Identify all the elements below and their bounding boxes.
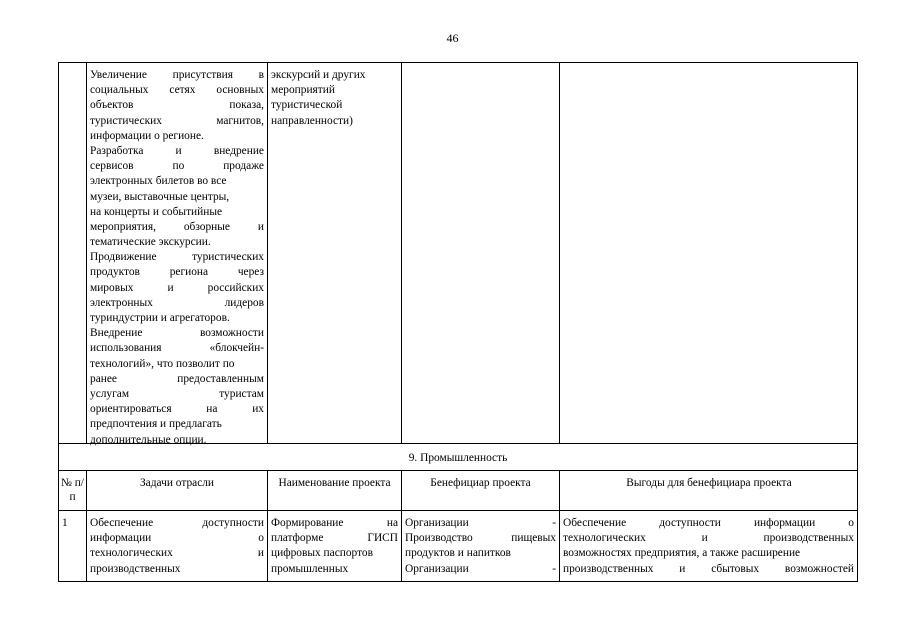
row1-project-word: ГИСП bbox=[367, 532, 398, 545]
upper-tasks-word: мировых bbox=[90, 281, 134, 294]
upper-tasks-line bbox=[90, 159, 264, 174]
row1-tasks-line bbox=[90, 516, 264, 531]
row1-beneficiary-word: продуктов и напитков bbox=[405, 547, 511, 560]
upper-tasks-word: через bbox=[237, 266, 264, 279]
upper-tasks-word: ранее bbox=[90, 372, 117, 385]
upper-tasks-line bbox=[90, 281, 264, 296]
row1-project-word: платформе bbox=[271, 532, 324, 545]
upper-tasks-line bbox=[90, 190, 264, 205]
row1-benefits-line bbox=[563, 546, 854, 561]
upper-tasks-word: лидеров bbox=[224, 296, 264, 309]
row1-project-line bbox=[271, 516, 398, 531]
upper-tasks-line bbox=[90, 387, 264, 402]
upper-project-cell bbox=[271, 68, 397, 129]
upper-tasks-word: основных bbox=[216, 84, 264, 97]
upper-tasks-word: туристам bbox=[219, 387, 264, 400]
upper-project-word: направленности) bbox=[271, 114, 353, 127]
upper-tasks-word: технологий», что позволит по bbox=[90, 357, 235, 370]
upper-tasks-word: объектов bbox=[90, 99, 134, 112]
upper-tasks-line bbox=[90, 296, 264, 311]
upper-project-line bbox=[271, 83, 397, 98]
upper-tasks-word: показа, bbox=[229, 99, 264, 112]
row1-beneficiary-line bbox=[405, 516, 556, 531]
upper-tasks-word: магнитов, bbox=[216, 114, 264, 127]
row1-beneficiary-word: Организации bbox=[405, 562, 469, 575]
upper-tasks-line bbox=[90, 114, 264, 129]
upper-tasks-line bbox=[90, 326, 264, 341]
upper-tasks-line bbox=[90, 205, 264, 220]
row1-benefits-word: производственных bbox=[763, 532, 854, 545]
row1-benefits-word: сбытовых bbox=[711, 562, 760, 575]
upper-tasks-line bbox=[90, 235, 264, 250]
upper-tasks-line bbox=[90, 250, 264, 265]
upper-tasks-word: и bbox=[167, 281, 174, 294]
row1-benefits-word: возможностях предприятия, а также расширение bbox=[563, 547, 801, 560]
upper-tasks-word: использования bbox=[90, 342, 162, 355]
upper-tasks-line bbox=[90, 311, 264, 326]
upper-tasks-line bbox=[90, 98, 264, 113]
upper-tasks-line bbox=[90, 417, 264, 432]
upper-tasks-word: электронных билетов во все bbox=[90, 175, 227, 188]
row1-project-word: Формирование bbox=[271, 517, 344, 529]
row1-beneficiary-word: Производство bbox=[405, 532, 473, 545]
upper-tasks-word: и bbox=[175, 144, 182, 157]
row1-benefits-word: технологических bbox=[563, 532, 646, 545]
upper-project-word: мероприятий bbox=[271, 84, 335, 97]
upper-project-word: туристической bbox=[271, 99, 343, 112]
row1-benefits-word: и bbox=[679, 562, 686, 575]
upper-tasks-word: мероприятия, bbox=[90, 220, 156, 233]
upper-tasks-word: сетях bbox=[169, 84, 196, 97]
row1-project-line bbox=[271, 531, 398, 546]
upper-tasks-word: Разработка bbox=[90, 144, 144, 157]
upper-tasks-line bbox=[90, 357, 264, 372]
row1-benefits-word: и bbox=[701, 532, 708, 545]
row1-project-line bbox=[271, 562, 398, 577]
upper-tasks-word: по bbox=[172, 160, 185, 173]
upper-tasks-word: социальных bbox=[90, 84, 149, 97]
row1-project-word: цифровых паспортов bbox=[271, 547, 373, 560]
col-divider-beneficiary bbox=[559, 62, 560, 443]
row1-benefits-cell bbox=[563, 516, 854, 577]
upper-tasks-word: сервисов bbox=[90, 160, 134, 173]
row1-benefits-word: производственных bbox=[563, 562, 654, 575]
upper-tasks-line bbox=[90, 372, 264, 387]
row1-project-word: на bbox=[386, 517, 398, 529]
upper-tasks-word: Внедрение bbox=[90, 327, 143, 340]
row1-tasks-line bbox=[90, 546, 264, 561]
upper-tasks-word: на концерты и событийные bbox=[90, 205, 223, 218]
row1-tasks-line bbox=[90, 562, 264, 577]
upper-tasks-word: электронных bbox=[90, 296, 153, 309]
upper-tasks-word: музеи, выставочные центры, bbox=[90, 190, 230, 203]
upper-tasks-line bbox=[90, 174, 264, 189]
row1-benefits-line bbox=[563, 516, 854, 531]
row1-benefits-word: возможностей bbox=[784, 562, 854, 575]
upper-tasks-word: ориентироваться bbox=[90, 403, 172, 416]
upper-tasks-word: и bbox=[257, 220, 264, 233]
header-project: Наименование проекта bbox=[278, 477, 391, 489]
row1-tasks-cell bbox=[90, 516, 264, 577]
row1-beneficiary-line bbox=[405, 562, 556, 577]
col-divider-num bbox=[86, 62, 87, 443]
header-benefits: Выгоды для бенефициара проекта bbox=[626, 477, 792, 489]
upper-tasks-word: продуктов bbox=[90, 266, 140, 279]
upper-project-line bbox=[271, 98, 397, 113]
upper-tasks-line bbox=[90, 144, 264, 159]
row1-beneficiary-word: - bbox=[552, 517, 556, 529]
row1-tasks-word: о bbox=[258, 532, 264, 545]
header-num: № п/п bbox=[61, 477, 84, 503]
row1-project-word: промышленных bbox=[271, 562, 349, 575]
row1-benefits-word: о bbox=[848, 517, 854, 529]
row-divider-section-end bbox=[58, 470, 858, 471]
upper-tasks-word: в bbox=[258, 69, 264, 81]
row1-benefits-word: доступности bbox=[659, 517, 721, 529]
upper-tasks-word: возможности bbox=[199, 327, 264, 340]
upper-tasks-word: туристических bbox=[90, 114, 162, 127]
row1-benefits-word: информации bbox=[753, 517, 816, 529]
row1-benefits-line bbox=[563, 531, 854, 546]
upper-tasks-line bbox=[90, 68, 264, 83]
page-number: 46 bbox=[446, 31, 459, 45]
row1-project-line bbox=[271, 546, 398, 561]
upper-tasks-line bbox=[90, 265, 264, 280]
upper-tasks-word: Увеличение bbox=[90, 69, 147, 81]
upper-tasks-word: российских bbox=[207, 281, 264, 294]
row1-beneficiary-word: - bbox=[552, 562, 556, 575]
row1-beneficiary-line bbox=[405, 546, 556, 561]
row1-tasks-line bbox=[90, 531, 264, 546]
row1-beneficiary-word: Организации bbox=[405, 517, 469, 529]
upper-tasks-line bbox=[90, 220, 264, 235]
row1-tasks-word: информации bbox=[90, 532, 152, 545]
upper-tasks-word: тематические экскурсии. bbox=[90, 236, 211, 249]
upper-tasks-word: «блокчейн- bbox=[209, 342, 264, 355]
upper-tasks-word: присутствия bbox=[172, 69, 233, 81]
col-divider-tasks bbox=[267, 62, 268, 443]
row1-tasks-word: Обеспечение bbox=[90, 517, 154, 529]
header-tasks: Задачи отрасли bbox=[139, 477, 215, 489]
upper-project-line bbox=[271, 68, 397, 83]
upper-tasks-word: их bbox=[252, 403, 264, 416]
upper-tasks-line bbox=[90, 83, 264, 98]
upper-tasks-word: предоставленным bbox=[177, 372, 264, 385]
upper-tasks-word: на bbox=[206, 403, 218, 416]
upper-tasks-word: туриндустрии и агрегаторов. bbox=[90, 312, 230, 324]
row-divider-header-end bbox=[58, 510, 858, 511]
upper-tasks-word: информации о регионе. bbox=[90, 129, 204, 142]
upper-tasks-word: туристических bbox=[192, 251, 264, 264]
upper-tasks-word: региона bbox=[169, 266, 209, 279]
upper-tasks-word: обзорные bbox=[183, 220, 230, 233]
row1-project-cell bbox=[271, 516, 398, 577]
upper-tasks-word: дополнительные опции. bbox=[90, 433, 207, 446]
upper-project-line bbox=[271, 114, 397, 129]
row1-benefits-line bbox=[563, 562, 854, 577]
upper-tasks-line bbox=[90, 433, 264, 448]
row1-beneficiary-word: пищевых bbox=[511, 532, 556, 545]
upper-tasks-line bbox=[90, 402, 264, 417]
upper-tasks-line bbox=[90, 341, 264, 356]
upper-tasks-word: внедрение bbox=[213, 144, 264, 157]
upper-tasks-word: услугам bbox=[90, 387, 130, 400]
upper-tasks-cell bbox=[90, 68, 264, 448]
upper-project-word: экскурсий и других bbox=[271, 69, 366, 81]
col-divider-project bbox=[401, 62, 402, 443]
header-beneficiary: Бенефициар проекта bbox=[430, 477, 531, 489]
row1-tasks-word: и bbox=[257, 547, 264, 560]
row1-beneficiary-line bbox=[405, 531, 556, 546]
row1-tasks-word: доступности bbox=[202, 517, 264, 529]
row1-beneficiary-cell bbox=[405, 516, 556, 577]
upper-tasks-line bbox=[90, 129, 264, 144]
row1-tasks-word: производственных bbox=[90, 562, 181, 575]
row1-benefits-word: Обеспечение bbox=[563, 517, 627, 529]
upper-tasks-word: продаже bbox=[223, 160, 264, 173]
upper-tasks-word: предпочтения и предлагать bbox=[90, 418, 222, 431]
upper-tasks-word: Продвижение bbox=[90, 251, 157, 264]
section-title: 9. Промышленность bbox=[408, 452, 508, 464]
row1-num: 1 bbox=[62, 517, 68, 529]
row1-tasks-word: технологических bbox=[90, 547, 173, 560]
